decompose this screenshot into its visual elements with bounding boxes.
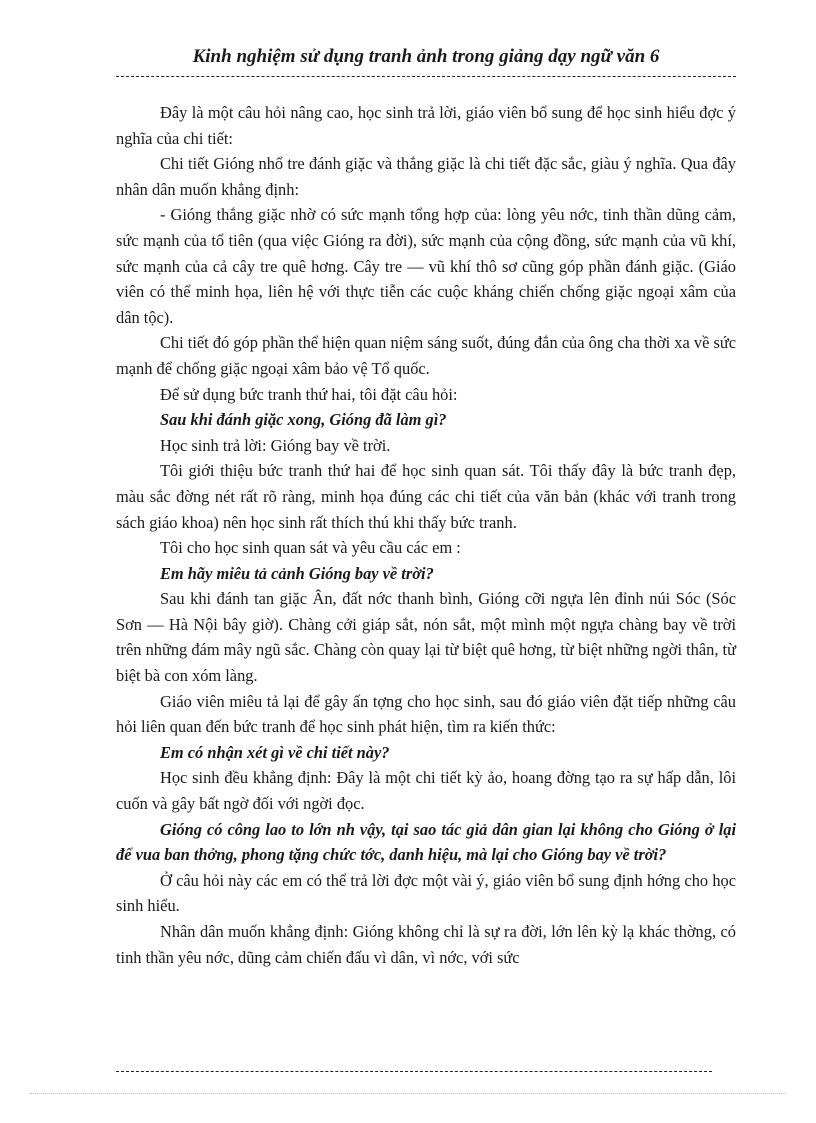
question-paragraph: Gióng có công lao to lớn nh vậy, tại sao tác giả dân gian lại không cho Gióng ở lại để vua ban thởng, phong tặng chức tớc, danh hiệu, mà lại cho Gióng bay về trời? — [116, 819, 736, 865]
paragraph: Chi tiết Gióng nhổ tre đánh giặc và thắng giặc là chi tiết đặc sắc, giàu ý nghĩa. Qua đây nhân dân muốn khẳng định: — [116, 154, 736, 199]
question-paragraph: Em hãy miêu tả cảnh Gióng bay về trời? — [160, 563, 434, 583]
document-body — [116, 100, 736, 970]
paragraph: Đây là một câu hỏi nâng cao, học sinh trả lời, giáo viên bổ sung để học sinh hiểu đợc ý nghĩa của chi tiết: — [116, 103, 736, 148]
paragraph: Sau khi đánh tan giặc Ân, đất nớc thanh bình, Gióng cỡi ngựa lên đỉnh núi Sóc (Sóc Sơn — Hà Nội bây giờ). Chàng cởi giáp sắt, nón sắt, một mình một ngựa chàng bay về trời trên những đám mây ngũ sắc. Chàng còn quay lại từ biệt quê hơng, từ biệt những ngời thân, từ biệt bà con xóm làng. — [116, 589, 736, 686]
question-paragraph: Sau khi đánh giặc xong, Gióng đã làm gì? — [160, 410, 447, 430]
page-bottom-dotted-edge — [30, 1093, 786, 1094]
paragraph: - Gióng thắng giặc nhờ có sức mạnh tổng hợp của: lòng yêu nớc, tinh thần dũng cảm, sức mạnh của tổ tiên (qua việc Gióng ra đời), sức mạnh của cộng đồng, sức mạnh của vũ khí, sức mạnh của cả cây tre quê hơng. Cây tre — vũ khí thô sơ cũng góp phần đánh giặc. (Giáo viên có thể minh họa, liên hệ với thực tiễn các cuộc kháng chiến chống giặc ngoại xâm của dân tộc). — [116, 205, 736, 327]
paragraph: Nhân dân muốn khẳng định: Gióng không chỉ là sự ra đời, lớn lên kỳ lạ khác thờng, có tinh thần yêu nớc, dũng cảm chiến đấu vì dân, vì nớc, với sức — [116, 922, 736, 967]
paragraph: Học sinh đều khẳng định: Đây là một chi tiết kỳ ảo, hoang đờng tạo ra sự hấp dẫn, lôi cuốn và gây bất ngờ đối với ngời đọc. — [116, 768, 736, 814]
paragraph: Tôi cho học sinh quan sát và yêu cầu các em : — [160, 538, 461, 558]
header-dashed-rule — [116, 76, 736, 77]
paragraph: Giáo viên miêu tả lại để gây ấn tợng cho học sinh, sau đó giáo viên đặt tiếp những câu hỏi liên quan đến bức tranh để học sinh phát hiện, tìm ra kiến thức: — [116, 691, 736, 737]
paragraph: Để sử dụng bức tranh thứ hai, tôi đặt câu hỏi: — [160, 384, 458, 404]
footer-dashed-rule — [116, 1071, 712, 1072]
question-paragraph: Em có nhận xét gì về chi tiết này? — [160, 742, 390, 762]
page-header-title: Kinh nghiệm sử dụng tranh ảnh trong giảng dạy ngữ văn 6 — [192, 46, 660, 67]
paragraph: Chi tiết đó góp phần thể hiện quan niệm sáng suốt, đúng đắn của ông cha thời xa về sức mạnh để chống giặc ngoại xâm bảo vệ Tổ quốc. — [116, 333, 736, 378]
paragraph: Tôi giới thiệu bức tranh thứ hai để học sinh quan sát. Tôi thấy đây là bức tranh đẹp, màu sắc đờng nét rất rõ ràng, minh họa đúng các chi tiết của văn bản (khác với tranh trong sách giáo khoa) nên học sinh rất thích thú khi thấy bức tranh. — [116, 461, 736, 532]
paragraph: Ở câu hỏi này các em có thể trả lời đợc một vài ý, giáo viên bổ sung định hớng cho học sinh hiểu. — [116, 870, 736, 916]
paragraph: Học sinh trả lời: Gióng bay về trời. — [160, 435, 391, 455]
